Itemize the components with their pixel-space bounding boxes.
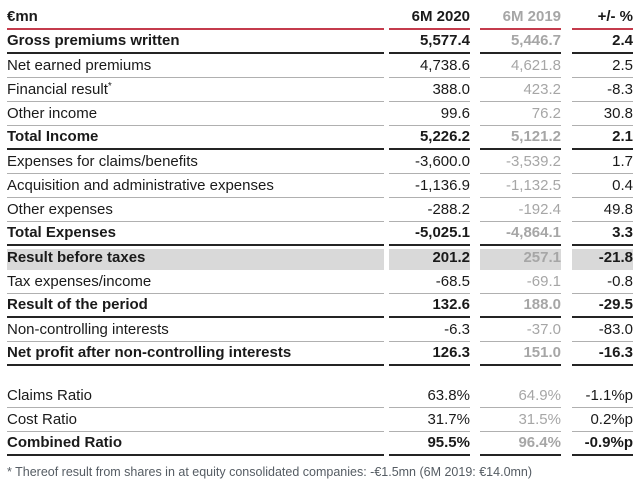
table-row-highlighted	[7, 246, 635, 270]
row-label: Other income	[7, 105, 384, 126]
section-spacer	[7, 366, 635, 384]
row-label: Gross premiums written	[7, 32, 384, 54]
value-6m2020: -1,136.9	[389, 177, 470, 198]
value-6m2019: 4,621.8	[480, 57, 561, 78]
value-delta: 0.4	[572, 177, 633, 198]
value-delta: -83.0	[572, 321, 633, 342]
value-delta: -1.1%p	[572, 387, 633, 408]
row-label: Claims Ratio	[7, 387, 384, 408]
row-label: Cost Ratio	[7, 411, 384, 432]
row-label: Non-controlling interests	[7, 321, 384, 342]
value-delta: 2.1	[572, 128, 633, 150]
value-6m2019: 31.5%	[480, 411, 561, 432]
value-6m2020: 132.6	[389, 296, 470, 318]
header-unit-label: €mn	[7, 8, 384, 30]
value-6m2020: 95.5%	[389, 434, 470, 456]
ratio-row	[7, 432, 635, 456]
value-6m2019: -4,864.1	[480, 224, 561, 246]
row-label: Total Expenses	[7, 224, 384, 246]
table-row	[7, 222, 635, 246]
value-6m2020: -3,600.0	[389, 153, 470, 174]
value-6m2020: -5,025.1	[389, 224, 470, 246]
value-6m2019: -69.1	[480, 273, 561, 294]
value-6m2020: 126.3	[389, 344, 470, 366]
row-label: Net earned premiums	[7, 57, 384, 78]
row-label: Result before taxes	[7, 249, 384, 270]
value-6m2019: -1,132.5	[480, 177, 561, 198]
value-6m2019: 64.9%	[480, 387, 561, 408]
table-row	[7, 126, 635, 150]
row-label: Expenses for claims/benefits	[7, 153, 384, 174]
value-6m2020: -288.2	[389, 201, 470, 222]
table-row	[7, 102, 635, 126]
table-row	[7, 270, 635, 294]
table-row	[7, 30, 635, 54]
value-delta: 49.8	[572, 201, 633, 222]
value-delta: -29.5	[572, 296, 633, 318]
footnote-asterisk: *	[107, 81, 112, 92]
row-label: Other expenses	[7, 201, 384, 222]
value-6m2020: 5,577.4	[389, 32, 470, 54]
value-6m2020: 31.7%	[389, 411, 470, 432]
value-6m2020: 4,738.6	[389, 57, 470, 78]
value-delta: -16.3	[572, 344, 633, 366]
header-col-6m2019: 6M 2019	[480, 8, 561, 30]
value-6m2020: -6.3	[389, 321, 470, 342]
value-6m2019: -192.4	[480, 201, 561, 222]
table-row	[7, 198, 635, 222]
value-6m2019: 257.1	[480, 249, 561, 270]
row-label: Net profit after non-controlling interests	[7, 344, 384, 366]
value-delta: -0.9%p	[572, 434, 633, 456]
value-6m2019: 96.4%	[480, 434, 561, 456]
table-row	[7, 54, 635, 78]
row-label	[7, 81, 384, 102]
value-6m2020: 5,226.2	[389, 128, 470, 150]
row-label: Acquisition and administrative expenses	[7, 177, 384, 198]
value-6m2019: 76.2	[480, 105, 561, 126]
value-6m2020: 201.2	[389, 249, 470, 270]
row-label: Result of the period	[7, 296, 384, 318]
row-label: Combined Ratio	[7, 434, 384, 456]
value-6m2020: -68.5	[389, 273, 470, 294]
value-delta: 30.8	[572, 105, 633, 126]
value-delta: 0.2%p	[572, 411, 633, 432]
value-6m2020: 99.6	[389, 105, 470, 126]
value-delta: -21.8	[572, 249, 633, 270]
value-6m2020: 63.8%	[389, 387, 470, 408]
ratio-row	[7, 384, 635, 408]
value-6m2019: -37.0	[480, 321, 561, 342]
value-6m2019: 151.0	[480, 344, 561, 366]
header-col-6m2020: 6M 2020	[389, 8, 470, 30]
value-delta: 1.7	[572, 153, 633, 174]
value-6m2019: 423.2	[480, 81, 561, 102]
header-col-delta: +/- %	[572, 8, 633, 30]
value-6m2019: -3,539.2	[480, 153, 561, 174]
table-row	[7, 78, 635, 102]
value-6m2020: 388.0	[389, 81, 470, 102]
value-delta: -0.8	[572, 273, 633, 294]
table-header-row	[7, 4, 635, 30]
table-row	[7, 318, 635, 342]
value-6m2019: 5,446.7	[480, 32, 561, 54]
value-delta: -8.3	[572, 81, 633, 102]
row-label: Total Income	[7, 128, 384, 150]
income-statement-table	[7, 4, 635, 480]
value-delta: 2.4	[572, 32, 633, 54]
value-delta: 2.5	[572, 57, 633, 78]
value-delta: 3.3	[572, 224, 633, 246]
table-row	[7, 342, 635, 366]
table-row	[7, 150, 635, 174]
value-6m2019: 5,121.2	[480, 128, 561, 150]
footnote: * Thereof result from shares in at equity consolidated companies: -€1.5mn (6M 2019: €14.0mn)	[7, 465, 533, 479]
ratio-row	[7, 408, 635, 432]
table-row	[7, 294, 635, 318]
table-row	[7, 174, 635, 198]
row-label-text: Financial result	[7, 81, 108, 98]
value-6m2019: 188.0	[480, 296, 561, 318]
row-label: Tax expenses/income	[7, 273, 384, 294]
